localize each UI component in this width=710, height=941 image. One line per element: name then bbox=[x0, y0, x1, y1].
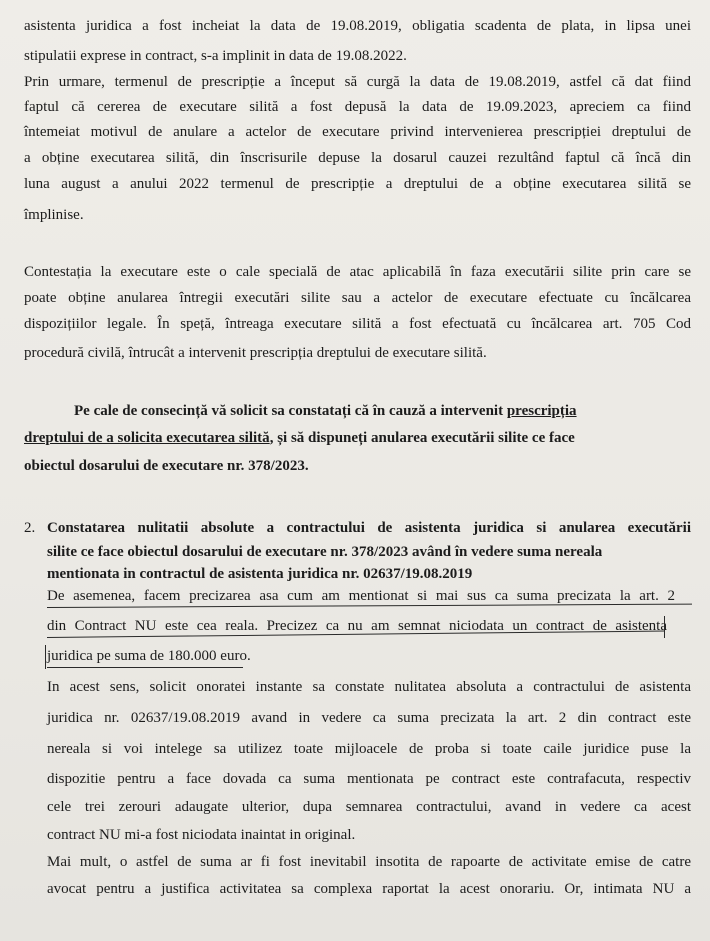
underlined-line-1: De asemenea, facem precizarea asa cum am mentionat si mai sus ca suma precizata la art. 2 bbox=[47, 588, 675, 604]
p1-line-2: stipulatii exprese in contract, s-a implinit in data de 19.08.2022. bbox=[24, 48, 407, 64]
p2-line-5: luna august a anului 2022 termenul de prescripție a dreptului de a obține executarea silită se bbox=[24, 176, 691, 192]
p4-line-1 bbox=[74, 401, 691, 421]
p3-line-3: dispozițiilor legale. În speță, întreaga executare silită a fost efectuată cu încălcarea art. 705 Cod bbox=[24, 316, 691, 332]
p4-line-2 bbox=[24, 428, 575, 448]
underlined-line-3: juridica pe suma de 180.000 euro. bbox=[47, 648, 251, 664]
p2-line-2: faptul că cererea de executare silită a fost depusă la data de 19.09.2023, apreciem ca fiind bbox=[24, 99, 691, 115]
p3-line-4: procedură civilă, întrucât a intervenit prescripția dreptului de executare silită. bbox=[24, 345, 487, 361]
p2-line-1: Prin urmare, termenul de prescripție a început să curgă la data de 19.08.2019, astfel că dat fiind bbox=[24, 74, 691, 90]
body-line-5: cele trei zerouri adaugate ulterior, dupa semnarea contractului, avand in vedere ca acest bbox=[47, 799, 691, 815]
p3-line-2: poate obține anularea întregii executări silite sau a actelor de executare efectuate cu încălcarea bbox=[24, 290, 691, 306]
section-2-heading-3: mentionata in contractul de asistenta juridica nr. 02637/19.08.2019 bbox=[47, 566, 473, 582]
p4-right-term: dreptului de a solicita executarea silită bbox=[24, 430, 270, 446]
p2-line-6: împlinise. bbox=[24, 207, 84, 223]
section-2-number: 2. bbox=[24, 520, 36, 536]
p4-line-3: obiectul dosarului de executare nr. 378/2023. bbox=[24, 458, 309, 474]
p4-line-2-text: , și să dispuneți anularea executării silite ce face bbox=[269, 430, 575, 446]
body-line-4: dispozitie pentru a face dovada ca suma mentionata pe contract este contrafacuta, respectiv bbox=[47, 771, 691, 787]
body-line-6: contract NU mi-a fost niciodata inaintat in original. bbox=[47, 827, 356, 843]
body-line-1: In acest sens, solicit onoratei instante sa constate nulitatea absoluta a contractului de asistenta bbox=[47, 679, 691, 695]
underlined-line-2: din Contract NU este cea reala. Precizez ca nu am semnat niciodata un contract de asistenta bbox=[47, 618, 667, 634]
p2-line-4: a obține executarea silită, din înscrisurile depuse la dosarul cauzei rezultând faptul că încă din bbox=[24, 150, 691, 166]
pen-mark-right bbox=[664, 616, 665, 638]
pen-underline-3 bbox=[47, 667, 243, 668]
section-2-heading-1: Constatarea nulitatii absolute a contractului de asistenta juridica si anularea executării bbox=[47, 520, 691, 536]
p1-line-1: asistenta juridica a fost incheiat la data de 19.08.2019, obligatia scadenta de plata, in lipsa unei bbox=[24, 18, 691, 34]
body-line-3: nereala si voi intelege sa utilizez toate mijloacele de proba si toate caile juridice puse la bbox=[47, 741, 691, 757]
p4-prescription-term: prescripția bbox=[506, 403, 577, 419]
body-line-2: juridica nr. 02637/19.08.2019 avand in vedere ca suma precizata la art. 2 din contract este bbox=[47, 710, 691, 726]
continuation-line-2: avocat pentru a justifica activitatea sa complexa raportat la acest onorariu. Or, intimata NU a bbox=[47, 881, 691, 897]
p3-line-1: Contestația la executare este o cale specială de atac aplicabilă în faza executării silite prin care se bbox=[24, 264, 691, 280]
p4-line-1-text: Pe cale de consecință vă solicit sa constatați că în cauză a intervenit bbox=[74, 403, 507, 419]
section-2-heading-2: silite ce face obiectul dosarului de executare nr. 378/2023 având în vedere suma nereala bbox=[47, 544, 603, 560]
continuation-line-1: Mai mult, o astfel de suma ar fi fost inevitabil insotita de rapoarte de activitate emise de catre bbox=[47, 854, 691, 870]
p2-line-3: întemeiat motivul de anulare a actelor de executare privind intervenierea prescripției dreptului de bbox=[24, 124, 691, 140]
pen-mark-left bbox=[45, 645, 46, 669]
